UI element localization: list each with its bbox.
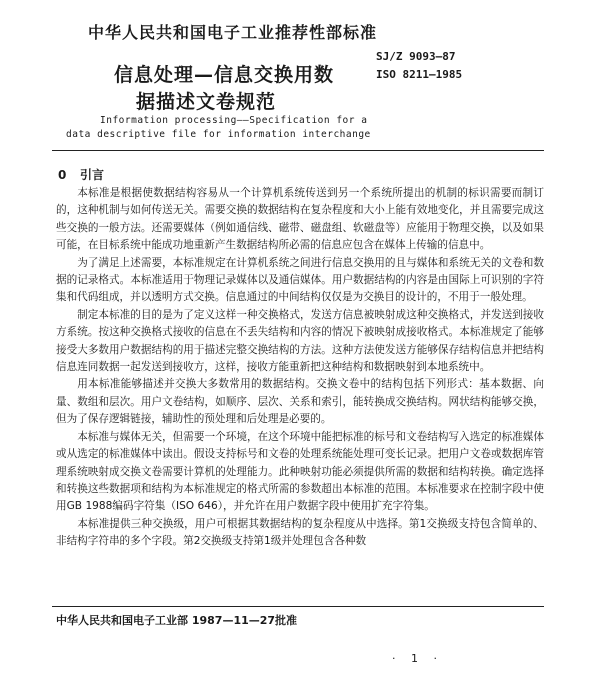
paragraph: 本标准与媒体无关，但需要一个环境，在这个环境中能把标准的标号和文卷结构写入选定的标准媒体或从选定的标准媒体中读出。假设支持标号和文卷的处理系统能处理可变长记录。把用户文卷或数据库管理系统映射成交换文卷需要计算机的处理能力。此种映射功能必须提供所需的数据和结构转换。确定选择和转换这些数据项和结构为本标准规定的格式所需的参数超出本标准的范围。本标准要求在控制字段中使用GB 1988编码字符集（ISO 646），并允许在用户数据字段中使用扩充字符集。 bbox=[56, 430, 544, 513]
footer-divider bbox=[52, 606, 544, 607]
paragraph: 本标准提供三种交换级，用户可根据其数据结构的复杂程度从中选择。第1交换级支持包含简单的、非结构字符串的多个字段。第2交换级支持第1级并处理包含各种数 bbox=[56, 517, 544, 548]
paragraph: 制定本标准的目的是为了定义这样一种交换格式，发送方信息被映射成这种交换格式，并发送到接收方系统。按这种交换格式接收的信息在不丢失结构和内容的情况下被映射成接收格式。本标准规定了能够接受大多数用户数据结构的用于描述完整交换结构的方法。这种方法使发送方能够保存结构信息并把结构信息连同数据一起发送到接收方，这样，接收方能重新把这种结构和数据映射到本地系统中。 bbox=[56, 308, 544, 374]
paragraph: 用本标准能够描述并交换大多数常用的数据结构。交换文卷中的结构包括下列形式：基本数据、向量、数组和层次。用户文卷结构，如顺序、层次、关系和索引，能转换成交换结构。网状结构能够交换，但为了保存逻辑链接，辅助性的预处理和后处理是必要的。 bbox=[56, 378, 544, 426]
english-title-line1: Information processing——Specification for a bbox=[100, 115, 368, 126]
paragraph: 为了满足上述需要，本标准规定在计算机系统之间进行信息交换用的且与媒体和系统无关的文卷和数据的记录格式。本标准适用于物理记录媒体以及通信媒体。用户数据结构的内容是由国际上可识别的字符集和代码组成，并以透明方式交换。信息通过的中间结构仅仅是为交换目的设计的，不用于一般处理。 bbox=[56, 256, 544, 304]
section-heading bbox=[58, 166, 104, 183]
document-title-line1: 信息处理—信息交换用数 bbox=[114, 64, 335, 86]
english-title-line2: data descriptive file for information interchange bbox=[66, 129, 371, 140]
body-text bbox=[56, 185, 544, 551]
header-divider bbox=[52, 150, 544, 151]
section-title: 引言 bbox=[80, 168, 105, 182]
section-number: 0 bbox=[58, 168, 67, 182]
document-title-line2: 据描述文卷规范 bbox=[136, 91, 277, 113]
page-number: · 1 · bbox=[392, 652, 443, 665]
iso-code: ISO 8211—1985 bbox=[376, 68, 463, 81]
standard-code: SJ/Z 9093—87 bbox=[376, 50, 456, 63]
document-org-title: 中华人民共和国电子工业推荐性部标准 bbox=[88, 23, 378, 42]
approval-footer: 中华人民共和国电子工业部 1987—11—27批准 bbox=[56, 614, 298, 627]
paragraph: 本标准是根据使数据结构容易从一个计算机系统传送到另一个系统所提出的机制的标识需要而制订的，这种机制与如何传送无关。需要交换的数据结构在复杂程度和大小上能有效地变化，并且需要完成这些交换的一般方法。还需要媒体（例如通信线、磁带、磁盘组、软磁盘等）应能用于物理交换，以及如果可能，在目标系统中能成功地重新产生数据结构所必需的信息应包含在媒体上传输的信息中。 bbox=[56, 187, 544, 252]
